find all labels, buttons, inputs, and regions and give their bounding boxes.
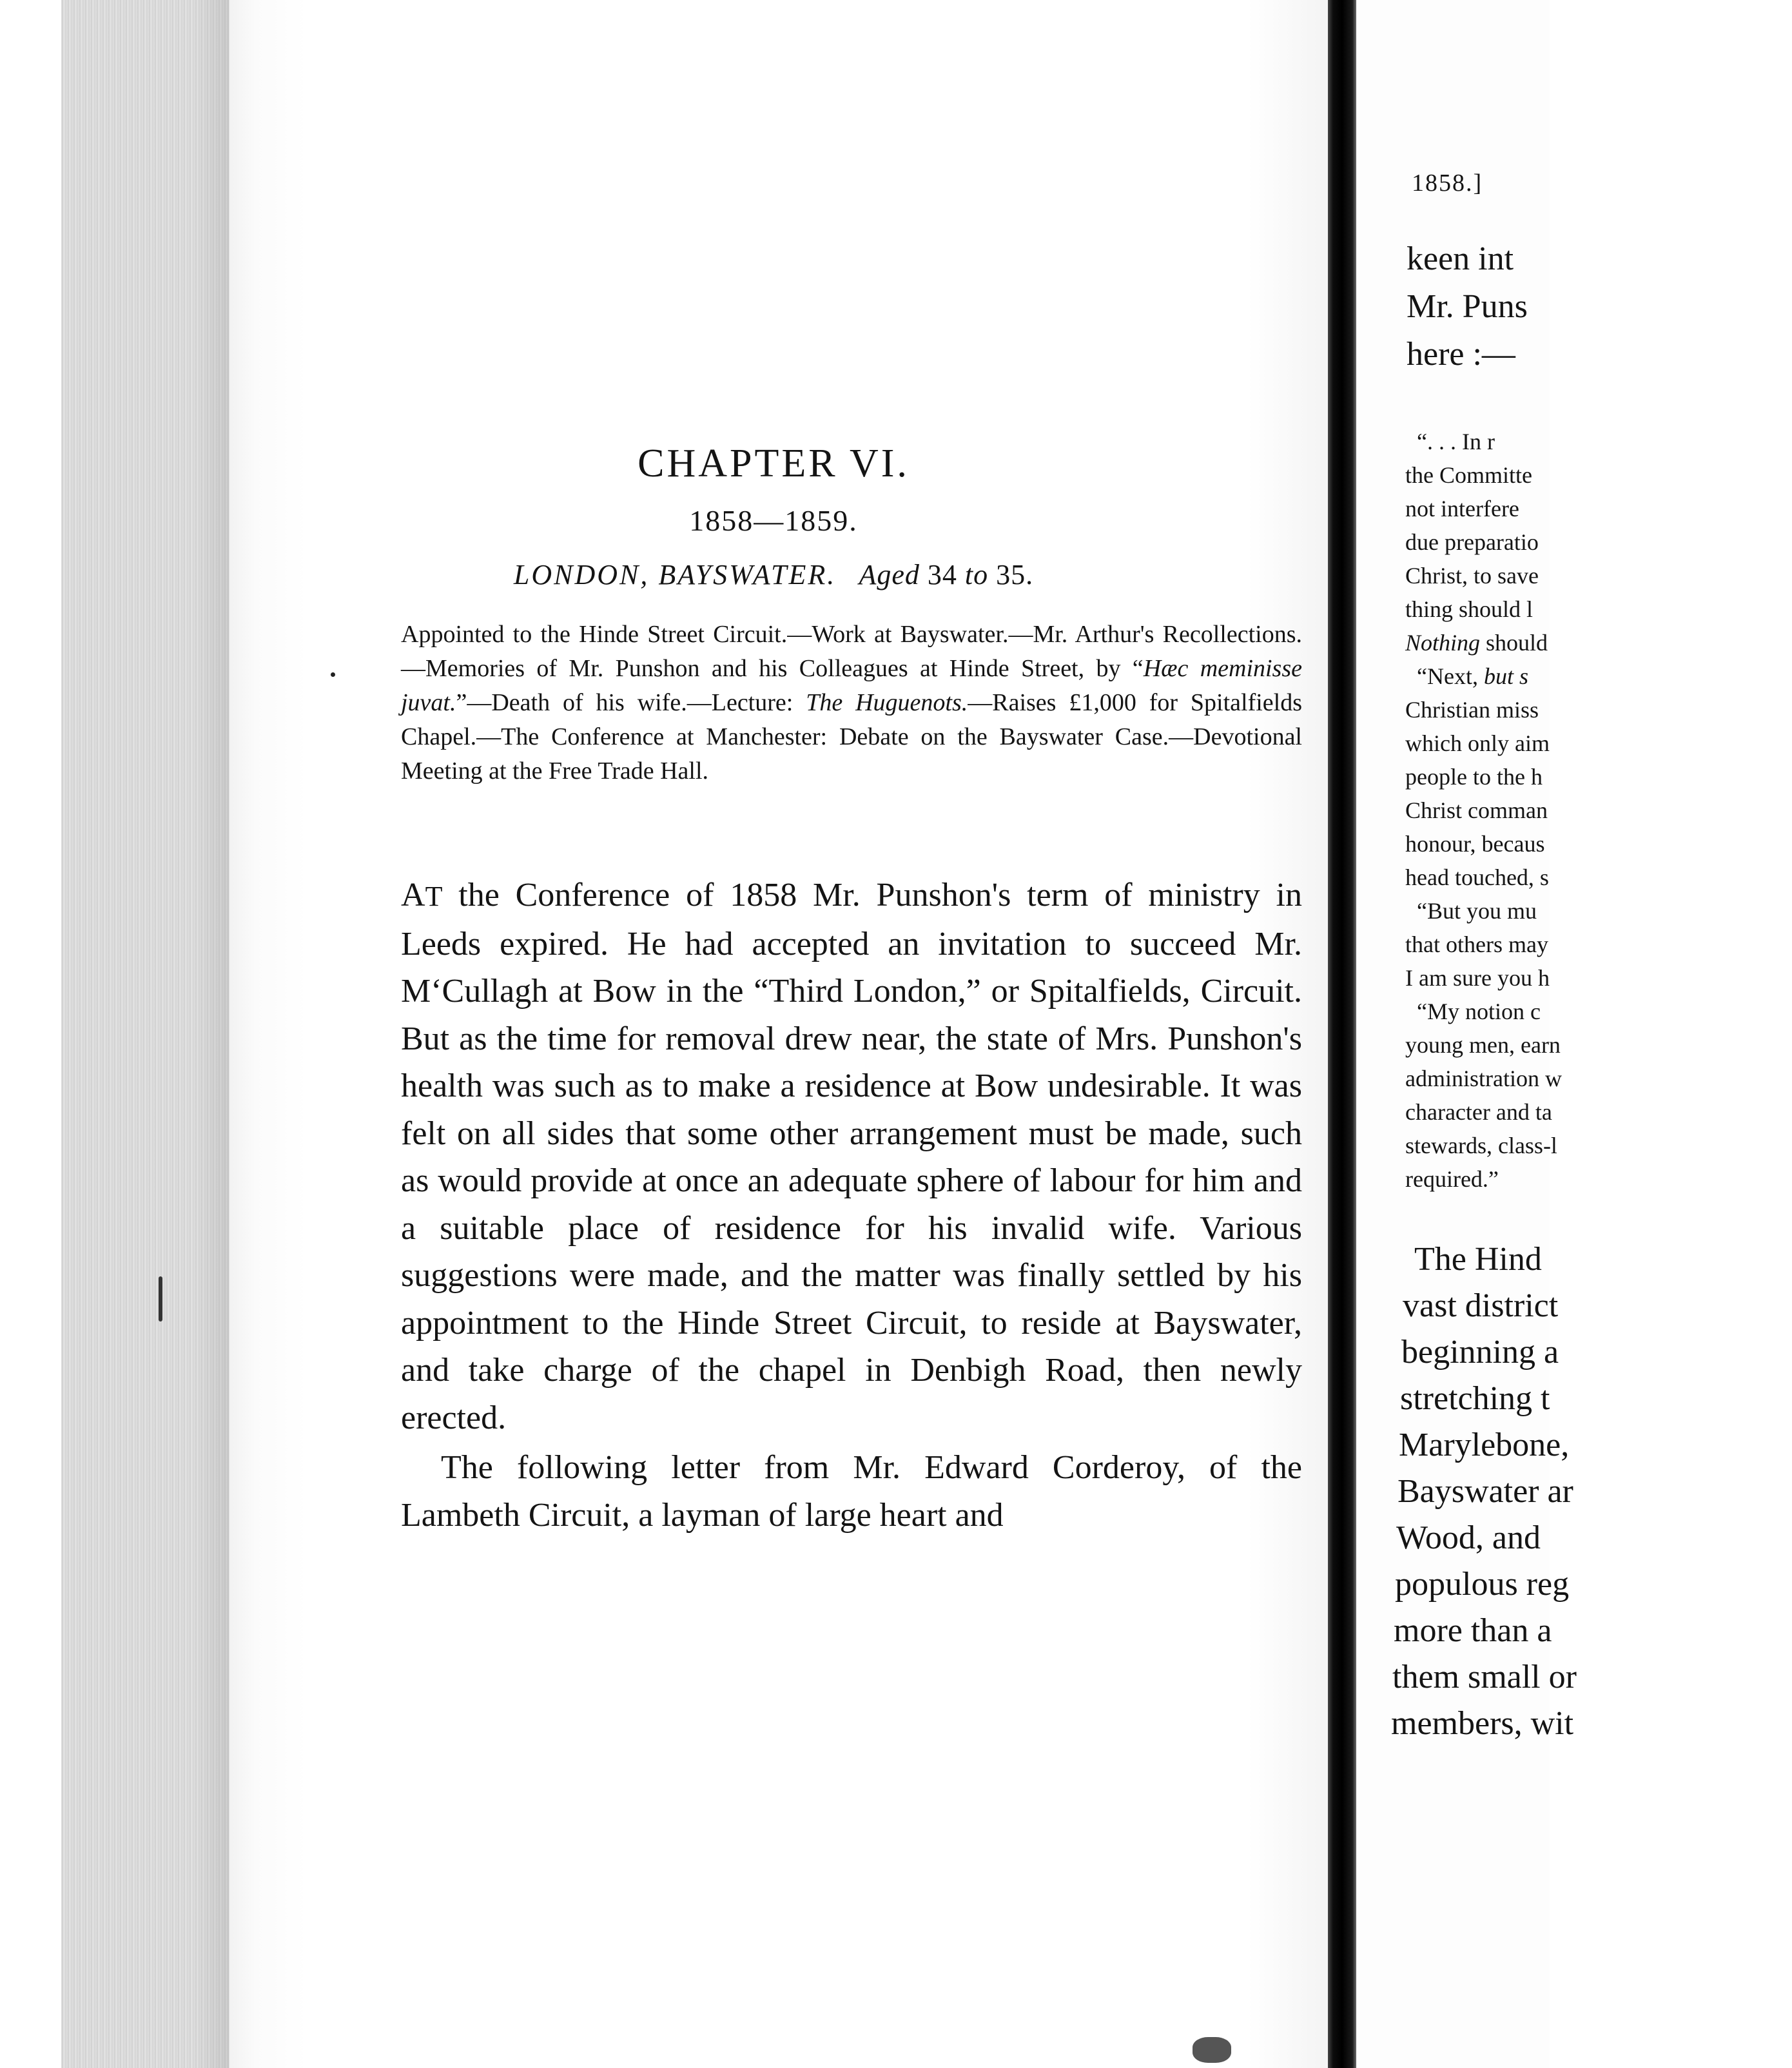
body-line: them small or (1392, 1659, 1577, 1695)
body-line: The Hind (1414, 1241, 1542, 1278)
paragraph-1-text: the Conference of 1858 Mr. Punshon's term of ministry in Leeds expired. He had accepted an invitation to succeed Mr. M‘Cullagh at Bow in the “Third London,” or Spitalfields, Circuit. But as the time for removal drew near, the state of Mrs. Punshon's health was such as to make a residence at Bow undesirable. It was felt on all sides that some other arrangement must be made, such as would provide at once an adequate sphere of labour for him and a suitable place of residence for his invalid wife. Various suggestions were made, and the matter was finally settled by his appointment to the Hinde Street Circuit, to reside at Bayswater, and take charge of the chapel in Denbigh Road, then newly erected. (401, 877, 1302, 1436)
quote-line: which only aim (1405, 730, 1550, 756)
place-name: LONDON, BAYSWATER. (513, 559, 837, 590)
quote-line: Christian miss (1405, 697, 1539, 723)
quote-line: not interfere (1405, 496, 1519, 522)
body-line: beginning a (1401, 1334, 1559, 1371)
drop-initial: A (401, 877, 425, 913)
age-to-word: to (964, 559, 989, 590)
running-head: 1858.] (1412, 170, 1483, 197)
chapter-years: 1858—1859. (689, 504, 858, 537)
body-line: populous reg (1395, 1566, 1570, 1603)
body-line: members, wit (1391, 1705, 1574, 1742)
quote-line: required.” (1405, 1166, 1499, 1192)
synopsis-part-2: ”—Death of his wife.—Lecture: (456, 689, 806, 716)
aged-word: Aged (859, 559, 920, 590)
quote-line: Christ, to save (1405, 563, 1539, 589)
age-from: 34 (927, 559, 957, 590)
right-page-text (1391, 0, 1792, 2068)
paragraph-2: The following letter from Mr. Edward Corderoy, of the Lambeth Circuit, a layman of large heart and (401, 1449, 1302, 1534)
quote-line: Nothing should (1405, 630, 1548, 656)
body-line: Wood, and (1396, 1519, 1541, 1556)
quote-line: young men, earn (1405, 1032, 1561, 1058)
quote-line: people to the h (1405, 764, 1543, 790)
body-line: stretching t (1400, 1380, 1550, 1417)
quote-line: Christ comman (1405, 797, 1548, 823)
quote-line: “My notion c (1417, 999, 1541, 1024)
quote-line: “But you mu (1417, 898, 1537, 924)
quote-line: that others may (1405, 932, 1548, 957)
quote-line: honour, becaus (1405, 831, 1545, 857)
quote-line: “. . . In r (1417, 429, 1495, 454)
body-line: Marylebone, (1399, 1427, 1570, 1463)
quote-line: administration w (1405, 1066, 1562, 1091)
age-to: 35. (996, 559, 1034, 590)
quote-line: head touched, s (1405, 864, 1549, 890)
quote-line: character and ta (1405, 1099, 1552, 1125)
quote-line: thing should l (1405, 596, 1534, 622)
body-line: more than a (1394, 1612, 1552, 1649)
right-page-clip (1356, 0, 1577, 2068)
synopsis-part-1: Appointed to the Hinde Street Circuit.—Work at Bayswater.—Mr. Arthur's Recollections.—Memories of Mr. Punshon and his Colleagues at Hinde Street, by “ (401, 621, 1302, 682)
quote-line: “Next, but s (1417, 663, 1528, 689)
top-line-3: here :— (1407, 336, 1515, 373)
quote-line: I am sure you h (1405, 965, 1550, 991)
body-line: Bayswater ar (1398, 1473, 1573, 1510)
top-line-1: keen int (1407, 240, 1514, 277)
quote-line: stewards, class-l (1405, 1133, 1557, 1158)
synopsis-part-3: —Raises £1,000 for Spitalfields Chapel.—The Conference at Manchester: Debate on the Bayswater Case.—Devotional Meeting at the Free Trade Hall. (401, 689, 1303, 785)
synopsis-latin-quote: Hæc meminisse juvat. (401, 655, 1302, 716)
synopsis-lecture-title: The Huguenots. (806, 689, 968, 716)
quote-line: due preparatio (1405, 529, 1539, 555)
small-caps-letter: T (425, 881, 443, 912)
body-line: vast district (1403, 1287, 1559, 1324)
quote-line: the Committe (1405, 462, 1532, 488)
top-line-2: Mr. Puns (1407, 288, 1528, 325)
chapter-title: CHAPTER VI. (638, 442, 910, 485)
